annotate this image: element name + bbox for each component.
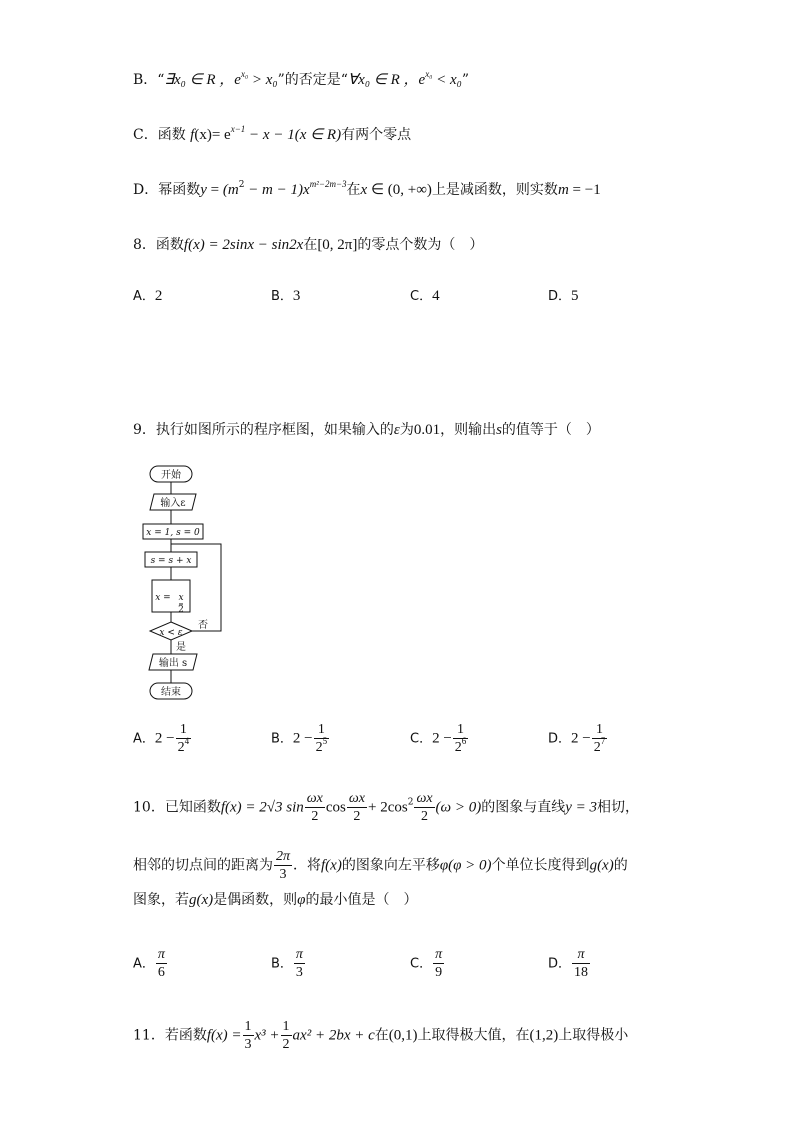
- exponent: x₀: [425, 69, 433, 79]
- flow-yes-label: 是: [176, 642, 186, 653]
- numerator: 1: [453, 721, 469, 739]
- q10-option-b[interactable]: [271, 946, 306, 981]
- fraction: [243, 1018, 254, 1053]
- flow-halve-num: x: [178, 593, 184, 603]
- option-label: B．: [271, 956, 293, 972]
- exponent: 4: [184, 736, 190, 746]
- option-c-line: [133, 125, 411, 145]
- math-text: 2 −: [432, 730, 452, 747]
- text: 的最小值是（ ）: [305, 892, 418, 908]
- text: 相切，: [597, 799, 640, 816]
- option-label: A．: [133, 289, 155, 304]
- numerator: π: [435, 947, 443, 962]
- option-label: C．: [410, 956, 433, 972]
- option-label: B．: [133, 72, 158, 88]
- q11-line-1: [133, 1018, 628, 1053]
- exponent: 6: [461, 736, 467, 746]
- q8-option-b[interactable]: [271, 285, 300, 305]
- exponent: 2: [407, 797, 414, 808]
- text: 上取得极大值，在: [417, 1027, 530, 1044]
- text: 在: [303, 237, 318, 253]
- denominator: [314, 736, 330, 756]
- math-text: x³ +: [254, 1027, 280, 1044]
- text: 上是减函数，则实数: [431, 182, 558, 198]
- fraction: [414, 790, 434, 825]
- math-text: y: [200, 182, 207, 198]
- text: 的图象向左平移: [341, 857, 440, 874]
- q9-option-c[interactable]: [410, 721, 469, 756]
- text: 是偶函数，则: [213, 892, 298, 908]
- math-text: − m − 1): [244, 182, 304, 198]
- math-text: [0, 2π]: [317, 237, 358, 253]
- math-text: φ: [297, 892, 306, 908]
- math-text: y = 3: [565, 799, 598, 816]
- math-text: f(x): [321, 857, 342, 874]
- fraction: [453, 721, 469, 756]
- math-text: = e: [211, 127, 231, 143]
- option-b-line: [133, 70, 469, 90]
- q9-option-a[interactable]: [133, 721, 192, 756]
- option-label: D．: [548, 289, 572, 304]
- text: 个单位长度得到: [491, 857, 590, 874]
- fraction: [314, 721, 330, 756]
- fraction: [433, 946, 444, 981]
- math-text: ∀x₀ ∈ R ，e: [347, 72, 426, 88]
- math-text: s: [496, 422, 502, 438]
- math-text: + 2cos: [367, 799, 408, 816]
- fraction: [294, 946, 305, 981]
- numerator: 1: [244, 1019, 252, 1034]
- q10-line-2: [133, 848, 628, 883]
- math-text: f(x) = 2sinx − sin2x: [183, 237, 304, 253]
- math-text: φ(φ > 0): [439, 857, 492, 874]
- denominator: 6: [157, 965, 165, 980]
- flow-input-text: 输入ε: [160, 498, 186, 509]
- fraction: [347, 790, 367, 825]
- math-text: cos: [325, 799, 346, 816]
- math-text: < x₀: [432, 72, 462, 88]
- q10-line-1: [133, 790, 639, 825]
- flow-start-text: 开始: [161, 470, 181, 481]
- numerator: 2π: [276, 849, 291, 864]
- fraction: [274, 848, 292, 883]
- numerator: 1: [592, 721, 608, 739]
- quote: ”: [461, 72, 469, 88]
- q9-option-b[interactable]: [271, 721, 330, 756]
- denominator: 9: [435, 965, 443, 980]
- numerator: ωx: [348, 791, 365, 806]
- math-text: 2 −: [154, 730, 175, 747]
- option-label: A．: [133, 731, 155, 747]
- option-label: D．幂函数: [133, 182, 201, 198]
- math-text: g(x): [189, 892, 214, 908]
- exponent: x₀: [240, 69, 249, 79]
- text: ．将: [293, 857, 322, 874]
- numerator: π: [157, 947, 165, 962]
- math-text: ax² + 2bx + c: [292, 1027, 375, 1044]
- question-stem: 10．已知函数: [133, 799, 221, 816]
- option-label: D．: [548, 731, 572, 747]
- denominator: 3: [295, 965, 303, 980]
- exponent: 2: [238, 180, 245, 190]
- numerator: ωx: [306, 791, 323, 806]
- math-text: x: [360, 182, 368, 198]
- fraction: [592, 721, 608, 756]
- numerator: π: [572, 946, 590, 964]
- fraction: [156, 946, 167, 981]
- math-text: f(x) = 2√3 sin: [220, 799, 304, 816]
- fraction: [176, 721, 192, 756]
- text: 相邻的切点间的距离为: [133, 857, 273, 874]
- math-text: (ω > 0): [435, 799, 482, 816]
- q10-line-3: [133, 890, 417, 910]
- quote: “: [157, 72, 165, 88]
- math-text: (1,2): [529, 1027, 559, 1044]
- math-text: (m: [222, 182, 239, 198]
- math-text: ε: [393, 422, 400, 438]
- fraction: [305, 790, 325, 825]
- base: 2: [177, 740, 185, 755]
- math-text: > x₀: [248, 72, 278, 88]
- denominator: 18: [574, 965, 589, 980]
- exponent: m²−2m−3: [309, 179, 347, 189]
- math-text: − x − 1: [245, 127, 295, 143]
- flow-update-text: s = s + x: [150, 556, 192, 566]
- text: 的图象与直线: [481, 799, 566, 816]
- math-text: (0,1): [388, 1027, 418, 1044]
- math-text: ∃x₀ ∈ R ，e: [164, 72, 241, 88]
- denominator: [176, 736, 192, 756]
- base: 2: [593, 740, 601, 755]
- denominator: 2: [282, 1037, 290, 1052]
- math-text: (x ∈ R): [294, 127, 342, 143]
- math-text: m: [557, 182, 569, 198]
- text: 有两个零点: [341, 127, 412, 143]
- numerator: 1: [176, 721, 192, 739]
- denominator: [592, 736, 608, 756]
- math-text: = −1: [568, 182, 601, 198]
- option-value: 4: [432, 288, 440, 304]
- math-text: f(x) =: [206, 1027, 242, 1044]
- math-text: 2 −: [292, 730, 313, 747]
- denominator: 2: [311, 809, 319, 824]
- text: 图象，若: [133, 892, 189, 908]
- denominator: 3: [279, 867, 287, 882]
- math-text: 0.01: [413, 422, 441, 438]
- q8-option-c[interactable]: [410, 285, 440, 305]
- q9-option-d[interactable]: [548, 721, 608, 756]
- fraction: [572, 946, 590, 981]
- denominator: 2: [353, 809, 361, 824]
- text: 的: [613, 857, 628, 874]
- option-value: 2: [154, 288, 163, 304]
- denominator: 3: [244, 1037, 252, 1052]
- option-value: 5: [571, 288, 579, 304]
- numerator: 1: [314, 721, 330, 739]
- math-text: (0, +∞): [387, 182, 432, 198]
- text: 的零点个数为（ ）: [357, 237, 484, 253]
- question-stem: 8．函数: [133, 237, 184, 253]
- numerator: π: [295, 947, 303, 962]
- q8-option-a[interactable]: [133, 285, 162, 305]
- text: ，则输出: [440, 422, 497, 438]
- q8-option-d[interactable]: [548, 285, 579, 305]
- q10-option-a[interactable]: [133, 946, 168, 981]
- base: 2: [454, 740, 462, 755]
- flow-end-text: 结束: [161, 687, 181, 698]
- text: 在: [346, 182, 361, 198]
- q10-option-d[interactable]: [548, 946, 591, 981]
- q10-option-c[interactable]: [410, 946, 445, 981]
- text: 的值等于（ ）: [501, 422, 600, 438]
- math-text: =: [206, 182, 223, 198]
- text: 在: [374, 1027, 389, 1044]
- exponent: x−1: [230, 124, 246, 134]
- option-label: A．: [133, 956, 155, 972]
- flow-init-text: x = 1, s = 0: [146, 528, 200, 538]
- math-text: 2 −: [571, 730, 591, 747]
- flow-no-label: 否: [198, 620, 208, 631]
- exponent: 5: [322, 736, 328, 746]
- program-flowchart: [138, 460, 228, 705]
- question-stem: 9．执行如图所示的程序框图，如果输入的: [133, 422, 394, 438]
- numerator: 1: [282, 1019, 290, 1034]
- text: 为: [399, 422, 414, 438]
- option-label: D．: [548, 956, 572, 972]
- option-label: C．: [410, 289, 433, 304]
- flow-halve-lhs: x =: [155, 593, 171, 603]
- exponent: 7: [600, 736, 606, 746]
- flow-output-text: 输出 s: [158, 658, 188, 669]
- question-stem: 11．若函数: [133, 1027, 207, 1044]
- option-label: C．函数: [133, 127, 186, 143]
- option-label: C．: [410, 731, 433, 747]
- option-label: B．: [271, 289, 293, 304]
- flow-halve-den: 2: [178, 605, 184, 615]
- option-value: 3: [292, 288, 301, 304]
- math-text: f: [190, 127, 195, 143]
- option-label: B．: [271, 731, 293, 747]
- text: ”的否定是“: [277, 72, 348, 88]
- math-text: g(x): [589, 857, 614, 874]
- numerator: ωx: [416, 791, 433, 806]
- math-text: x: [303, 182, 310, 198]
- fraction: [281, 1018, 292, 1053]
- math-text: (x): [194, 127, 212, 143]
- base: 2: [315, 740, 323, 755]
- denominator: [453, 736, 469, 756]
- flow-condition-text: x < ε: [159, 628, 183, 638]
- text: 上取得极小: [558, 1027, 629, 1044]
- option-d-line: [133, 180, 601, 200]
- q9-stem: [133, 420, 600, 440]
- denominator: 2: [420, 809, 428, 824]
- math-text: ∈: [367, 182, 388, 198]
- q8-stem: [133, 235, 483, 255]
